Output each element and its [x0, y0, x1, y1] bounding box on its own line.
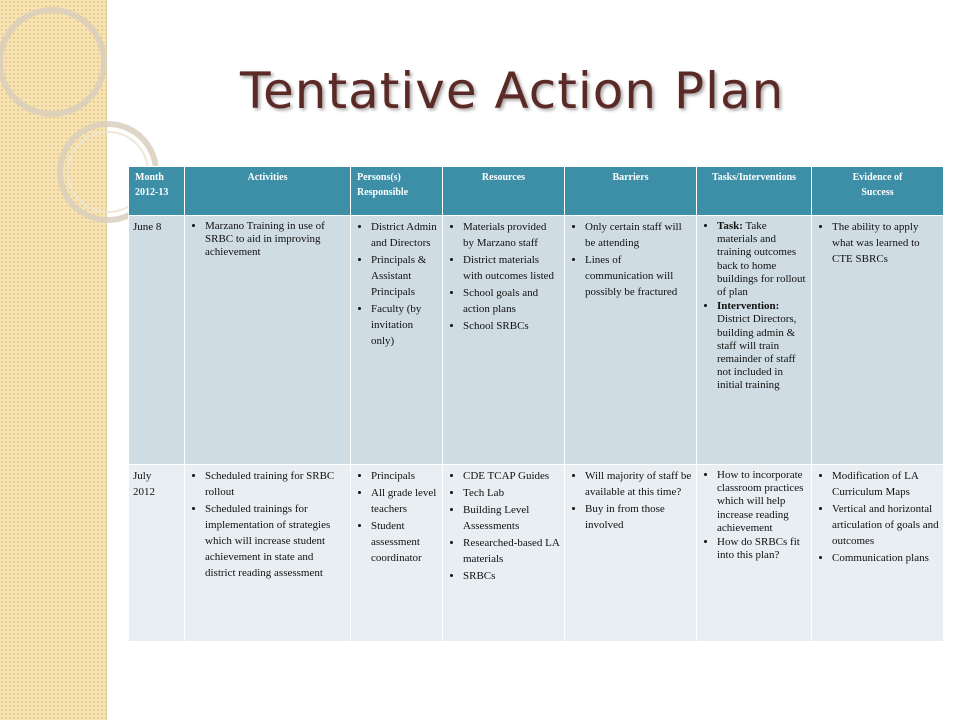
activities-cell [185, 216, 351, 465]
table-header-row [129, 167, 944, 216]
list-item: • Communication plans [832, 551, 939, 567]
list-item: • Will majority of staff be available at this time? [585, 469, 692, 501]
list-item: • Lines of communication will possibly be fractured [585, 253, 692, 301]
header-barriers: Barriers [565, 167, 697, 216]
header-persons: Persons(s) Responsible [351, 167, 443, 216]
list-item: • Building Level Assessments [463, 503, 560, 535]
header-evidence: Evidence of Success [812, 167, 944, 216]
activities-cell [185, 465, 351, 642]
list-item: • CDE TCAP Guides [463, 469, 560, 485]
persons-cell [351, 216, 443, 465]
list-item: • District materials with outcomes listed [463, 253, 560, 285]
intervention-label: Intervention: [717, 300, 780, 313]
list-item: • Faculty (by invitation only) [371, 302, 438, 350]
task-text: Take materials and training outcomes back to home buildings for rollout of plan [717, 220, 806, 298]
tasks-cell [697, 465, 812, 642]
list-item: • Only certain staff will be attending [585, 220, 692, 252]
resources-cell [443, 465, 565, 642]
list-item: • All grade level teachers [371, 486, 438, 518]
slide-title: Tentative Action Plan [240, 62, 785, 120]
header-resources: Resources [443, 167, 565, 216]
list-item: • Principals [371, 469, 438, 485]
list-item: • SRBCs [463, 569, 560, 585]
barriers-cell [565, 216, 697, 465]
list-item: • Scheduled trainings for implementation of strategies which will increase student achievement in state and district reading assessment [205, 502, 346, 582]
month-cell: June 8 [129, 216, 185, 465]
list-item: • Student assessment coordinator [371, 519, 438, 567]
list-item: • Researched-based LA materials [463, 536, 560, 568]
list-item [717, 220, 807, 299]
list-item: • Vertical and horizontal articulation of goals and outcomes [832, 502, 939, 550]
list-item: • Marzano Training in use of SRBC to aid in improving achievement [205, 220, 346, 260]
header-month: Month 2012-13 [129, 167, 185, 216]
month-cell: July 2012 [129, 465, 185, 642]
persons-cell [351, 465, 443, 642]
list-item: • Materials provided by Marzano staff [463, 220, 560, 252]
resources-cell [443, 216, 565, 465]
list-item: • Tech Lab [463, 486, 560, 502]
list-item: • School goals and action plans [463, 286, 560, 318]
evidence-cell [812, 465, 944, 642]
list-item: • District Admin and Directors [371, 220, 438, 252]
list-item: • The ability to apply what was learned to CTE SBRCs [832, 220, 939, 268]
table-row [129, 216, 944, 465]
list-item [717, 300, 807, 392]
barriers-cell [565, 465, 697, 642]
intervention-text: District Directors, building admin & staff will train remainder of staff not included in initial training [717, 313, 797, 392]
list-item: • How to incorporate classroom practices which will help increase reading achievement [717, 469, 807, 535]
table-row [129, 465, 944, 642]
list-item: • Buy in from those involved [585, 502, 692, 534]
tasks-cell [697, 216, 812, 465]
list-item: • Modification of LA Curriculum Maps [832, 469, 939, 501]
list-item: • School SRBCs [463, 319, 560, 335]
decorative-side-band [0, 0, 107, 720]
header-tasks: Tasks/Interventions [697, 167, 812, 216]
action-plan-table [128, 166, 944, 642]
evidence-cell [812, 216, 944, 465]
list-item: • Scheduled training for SRBC rollout [205, 469, 346, 501]
list-item: • Principals & Assistant Principals [371, 253, 438, 301]
list-item: • How do SRBCs fit into this plan? [717, 536, 807, 562]
header-activities: Activities [185, 167, 351, 216]
task-label: Task: [717, 220, 743, 232]
